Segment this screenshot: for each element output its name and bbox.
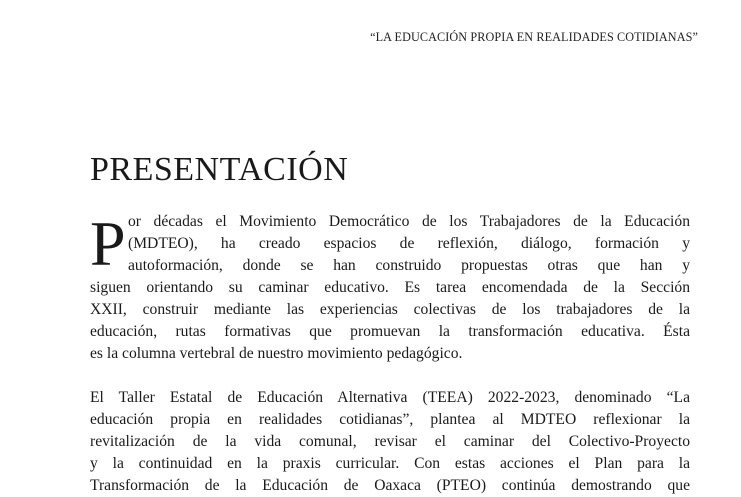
paragraph-line: Transformación de la Educación de Oaxaca (PTEO) continúa demostrando que [90,477,690,494]
paragraph-line: educación propia en realidades cotidianas”, plantea al MDTEO reflexionar la [90,411,690,428]
page-title: PRESENTACIÓN [90,151,349,188]
paragraph-line: or décadas el Movimiento Democrático de los Trabajadores de la Educación [128,213,690,230]
running-header: “LA EDUCACIÓN PROPIA EN REALIDADES COTIDIANAS” [370,30,698,44]
paragraph-1 [90,208,690,365]
paragraph-line: siguen orientando su caminar educativo. Es tarea encomendada de la Sección [90,279,690,296]
drop-cap: P [90,208,126,279]
paragraph-2 [90,387,690,497]
paragraph-line: (MDTEO), ha creado espacios de reflexión, diálogo, formación y [128,235,690,252]
paragraph-line: XXII, construir mediante las experiencias colectivas de los trabajadores de la [90,301,690,318]
paragraph-line: es la columna vertebral de nuestro movimiento pedagógico. [90,345,463,362]
paragraph-line: educación, rutas formativas que promuevan la transformación educativa. Ésta [90,323,690,340]
paragraph-line: y la continuidad en la praxis curricular. Con estas acciones el Plan para la [90,455,690,472]
paragraph-line: El Taller Estatal de Educación Alternativa (TEEA) 2022-2023, denominado “La [90,389,690,406]
paragraph-line: autoformación, donde se han construido propuestas otras que han y [128,257,690,274]
paragraph-line: revitalización de la vida comunal, revisar el caminar del Colectivo-Proyecto [90,433,690,450]
